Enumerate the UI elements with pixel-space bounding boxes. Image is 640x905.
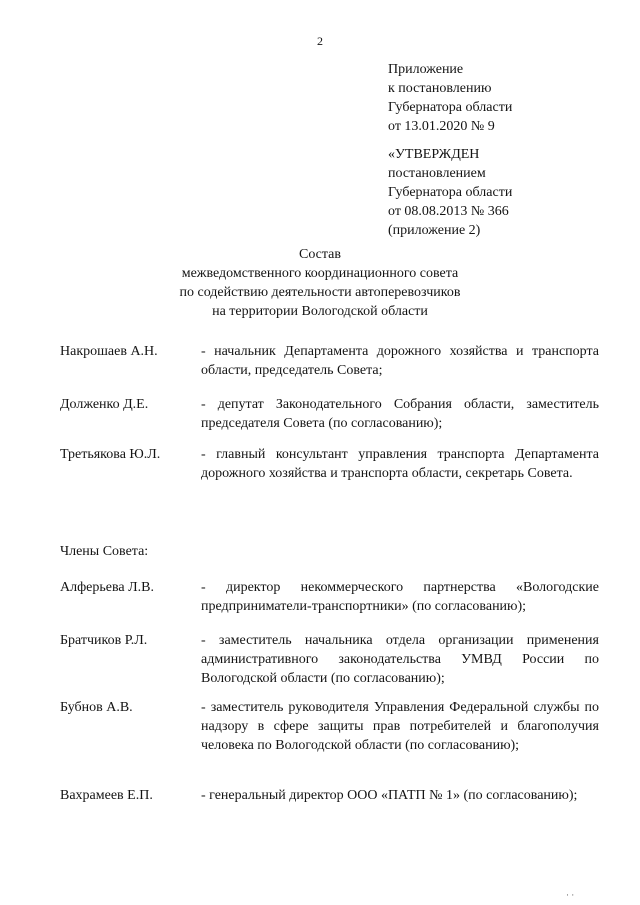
member-name: Накрошаев А.Н. [60, 344, 158, 359]
approval-line: (приложение 2) [388, 223, 481, 238]
member-role: - директор некоммерческого партнерства «Вологодские предприниматели-транспортники» (по согласованию); [201, 580, 599, 614]
document-title [0, 245, 640, 321]
member-name: Бубнов А.В. [60, 700, 133, 715]
title-line: на территории Вологодской области [212, 304, 428, 319]
approval-line: «УТВЕРЖДЕН [388, 147, 480, 162]
title-line: межведомственного координационного совета [181, 266, 459, 281]
appendix-block [388, 60, 628, 136]
members-heading: Члены Совета: [60, 544, 149, 559]
member-role: - генеральный директор ООО «ПАТП № 1» (по согласованию); [201, 788, 578, 803]
member-role: - начальник Департамента дорожного хозяйства и транспорта области, председатель Совета; [201, 344, 599, 378]
approval-line: постановлением [388, 166, 486, 181]
title-line: Состав [298, 247, 341, 262]
approval-line: от 08.08.2013 № 366 [388, 204, 509, 219]
appendix-line: от 13.01.2020 № 9 [388, 119, 495, 134]
title-line: по содействию деятельности автоперевозчиков [179, 285, 461, 300]
member-role: - главный консультант управления транспорта Департамента дорожного хозяйства и транспорта области, секретарь Совета. [201, 447, 599, 481]
member-name: Вахрамеев Е.П. [60, 788, 153, 803]
member-role: - депутат Законодательного Собрания области, заместитель председателя Совета (по согласованию); [201, 397, 599, 431]
member-name: Братчиков Р.Л. [60, 633, 148, 648]
member-name: Алферьева Л.В. [60, 580, 154, 595]
appendix-line: Губернатора области [388, 100, 513, 115]
page-number: 2 [317, 34, 323, 48]
scan-mark: · · [566, 890, 575, 900]
appendix-line: Приложение [388, 62, 464, 77]
approval-line: Губернатора области [388, 185, 513, 200]
approval-block [388, 145, 628, 240]
member-name: Третьякова Ю.Л. [60, 447, 161, 462]
appendix-line: к постановлению [388, 81, 492, 96]
member-role: - заместитель начальника отдела организации применения административного законодательства УМВД России по Вологодской области (по согласованию); [201, 633, 599, 686]
member-role: - заместитель руководителя Управления Федеральной службы по надзору в сфере защиты прав потребителей и благополучия человека по Вологодской области (по согласованию); [201, 700, 599, 753]
member-name: Долженко Д.Е. [60, 397, 149, 412]
